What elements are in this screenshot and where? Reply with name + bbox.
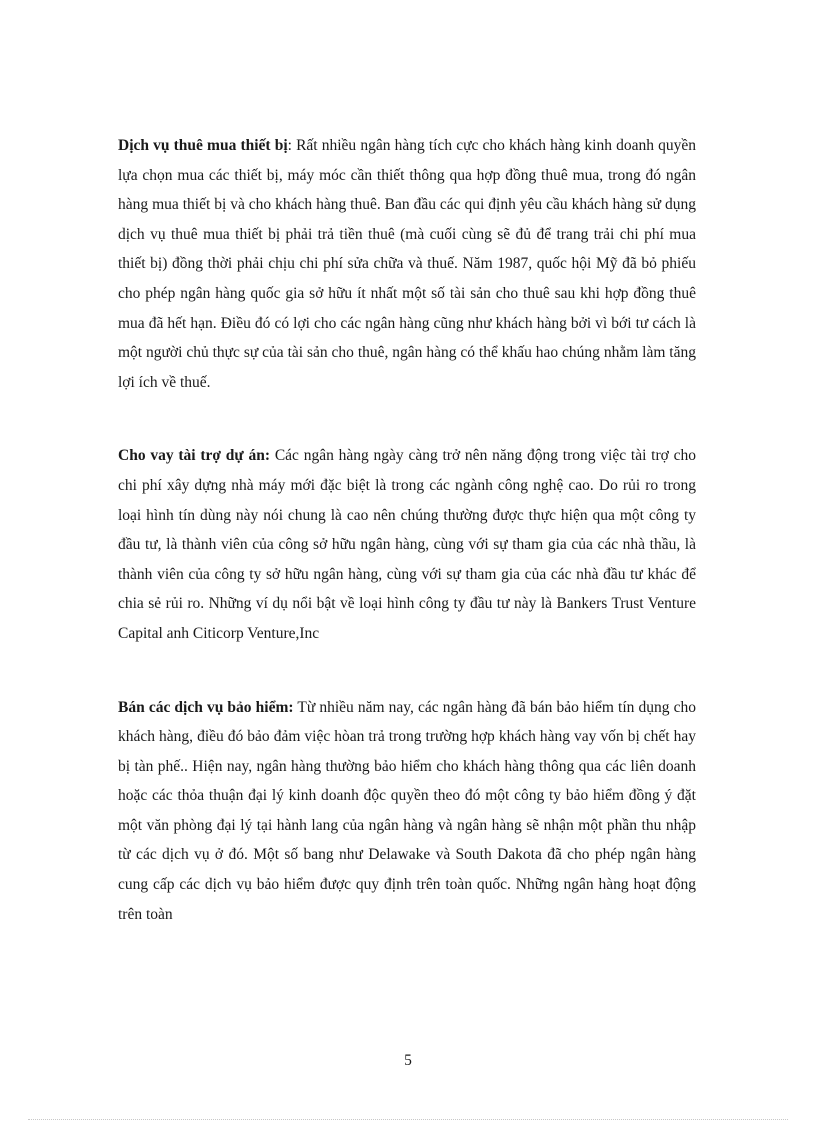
paragraph-heading: Bán các dịch vụ bảo hiểm: bbox=[118, 698, 294, 716]
paragraph-text: Từ nhiều năm nay, các ngân hàng đã bán bảo hiểm tín dụng cho khách hàng, điều đó bảo đảm việc hòan trả trong trường hợp khách hàng vay vốn bị chết hay bị tàn phế.. Hiện nay, ngân hàng thường bảo hiểm cho khách hàng thông qua các liên doanh hoặc các thỏa thuận đại lý kinh doanh độc quyền theo đó một công ty bảo hiểm đồng ý đặt một văn phòng đại lý tại hành lang của ngân hàng và ngân hàng sẽ nhận một phần thu nhập từ các dịch vụ ở đó. Một số bang như Delawake và South Dakota đã cho phép ngân hàng cung cấp các dịch vụ bảo hiểm được quy định trên toàn quốc. Những ngân hàng hoạt động trên toàn bbox=[118, 698, 696, 923]
paragraph-heading: Dịch vụ thuê mua thiết bị bbox=[118, 137, 288, 154]
paragraph-project-finance bbox=[118, 441, 696, 648]
paragraph-text: Rất nhiều ngân hàng tích cực cho khách hàng kinh doanh quyền lựa chọn mua các thiết bị, máy móc cần thiết thông qua hợp đồng thuê mua, trong đó ngân hàng mua thiết bị và cho khách hàng thuê. Ban đầu các qui định yêu cầu khách hàng sử dụng dịch vụ thuê mua thiết bị phải trả tiền thuê (mà cuối cùng sẽ đủ để trang trải chi phí mua thiết bị) đồng thời phải chịu chi phí sửa chữa và thuế. Năm 1987, quốc hội Mỹ đã bỏ phiếu cho phép ngân hàng quốc gia sở hữu ít nhất một số tài sản cho thuê sau khi hợp đồng thuê mua đã hết hạn. Điều đó có lợi cho các ngân hàng cũng như khách hàng bởi vì bới tư cách là một người chủ thực sự của tài sản cho thuê, ngân hàng có thể khấu hao chúng nhằm làm tăng lợi ích về thuế. bbox=[118, 137, 696, 391]
page-bottom-divider bbox=[28, 1119, 788, 1120]
paragraph-text: Các ngân hàng ngày càng trở nên năng động trong việc tài trợ cho chi phí xây dựng nhà máy mới đặc biệt là trong các ngành công nghệ cao. Do rủi ro trong loại hình tín dùng này nói chung là cao nên chúng thường được thực hiện qua một công ty đầu tư, là thành viên của công sở hữu ngân hàng, cùng với sự tham gia của các nhà thầu, là thành viên của công ty sở hữu ngân hàng, cùng với sự tham gia của các nhà đầu tư khác để chia sẻ rủi ro. Những ví dụ nổi bật về loại hình công ty đầu tư này là Bankers Trust Venture Capital anh Citicorp Venture,Inc bbox=[118, 447, 696, 642]
paragraph-equipment-leasing bbox=[118, 131, 696, 397]
paragraph-insurance-services bbox=[118, 693, 696, 930]
heading-separator: : bbox=[287, 137, 297, 154]
page-number: 5 bbox=[404, 1052, 412, 1069]
paragraph-heading: Cho vay tài trợ dự án: bbox=[118, 447, 271, 465]
document-body bbox=[118, 131, 696, 929]
